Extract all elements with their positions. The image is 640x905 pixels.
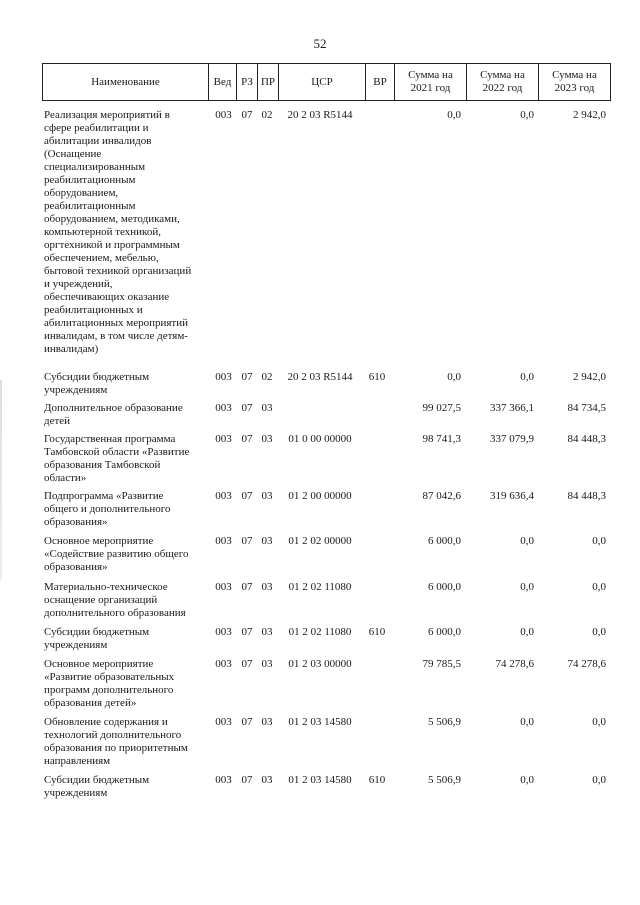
row-name: Субсидии бюджетным учреждениям [44, 626, 150, 651]
row-rz: 07 [241, 626, 253, 638]
row-vr: 610 [368, 774, 386, 786]
row-vr: 610 [368, 626, 386, 638]
row-sum-2021: 6 000,0 [428, 626, 461, 638]
row-csr: 20 2 03 R5144 [287, 371, 353, 383]
row-sum-2023: 84 448,3 [567, 490, 606, 502]
row-rz: 07 [241, 402, 253, 414]
row-pr: 02 [261, 109, 273, 121]
row-sum-2023: 0,0 [592, 626, 606, 638]
row-name: Государственная программа Тамбовской области «Развитие образования Тамбовской области» [44, 433, 190, 484]
row-rz: 07 [241, 535, 253, 547]
row-sum-2022: 0,0 [520, 581, 534, 593]
row-csr: 01 2 02 11080 [288, 626, 352, 638]
row-ved: 003 [215, 774, 232, 786]
row-csr: 01 2 00 00000 [288, 490, 352, 502]
table-header [42, 63, 611, 101]
row-csr: 01 2 03 14580 [288, 716, 352, 728]
row-pr: 03 [261, 490, 273, 502]
row-ved: 003 [215, 402, 232, 414]
row-sum-2023: 2 942,0 [573, 371, 606, 383]
row-ved: 003 [215, 658, 232, 670]
row-sum-2023: 0,0 [592, 716, 606, 728]
column-header-sum-2022: Сумма на 2022 год [467, 64, 539, 101]
row-name: Основное мероприятие «Развитие образовательных программ дополнительного образования детей» [44, 658, 175, 709]
row-csr: 01 2 02 11080 [288, 581, 352, 593]
row-sum-2021: 5 506,9 [428, 774, 461, 786]
row-rz: 07 [241, 490, 253, 502]
row-sum-2021: 98 741,3 [422, 433, 461, 445]
row-csr: 20 2 03 R5144 [287, 109, 353, 121]
column-header-csr: ЦСР [279, 64, 366, 101]
row-pr: 03 [261, 774, 273, 786]
row-rz: 07 [241, 658, 253, 670]
row-sum-2022: 319 636,4 [490, 490, 534, 502]
row-pr: 03 [261, 626, 273, 638]
row-sum-2022: 74 278,6 [495, 658, 534, 670]
row-csr: 01 2 03 14580 [288, 774, 352, 786]
row-rz: 07 [241, 581, 253, 593]
row-sum-2021: 6 000,0 [428, 535, 461, 547]
column-header-sum-2023: Сумма на 2023 год [539, 64, 611, 101]
row-sum-2023: 2 942,0 [573, 109, 606, 121]
row-ved: 003 [215, 535, 232, 547]
row-name: Обновление содержания и технологий дополнительного образования по приоритетным направлениям [44, 716, 188, 767]
row-sum-2021: 99 027,5 [422, 402, 461, 414]
row-ved: 003 [215, 371, 232, 383]
row-sum-2023: 0,0 [592, 581, 606, 593]
row-rz: 07 [241, 774, 253, 786]
row-name: Субсидии бюджетным учреждениям [44, 371, 150, 396]
row-pr: 03 [261, 433, 273, 445]
row-sum-2022: 0,0 [520, 371, 534, 383]
row-name: Реализация мероприятий в сфере реабилитации и абилитации инвалидов (Оснащение специализированным реабилитационным оборудованием, реабилитационным оборудованием, методиками, компьютерной техникой, оргтехникой и программным обеспечением, мебелью, бытовой техникой организаций и учреждений, обеспечивающих оказание реабилитационных и абилитационных мероприятий инвалидам, в том числе детям- инвалидам) [44, 109, 192, 355]
row-vr: 610 [368, 371, 386, 383]
row-sum-2023: 0,0 [592, 535, 606, 547]
row-csr: 01 2 02 00000 [288, 535, 352, 547]
row-csr: 01 0 00 00000 [288, 433, 352, 445]
row-ved: 003 [215, 490, 232, 502]
row-sum-2022: 337 366,1 [490, 402, 534, 414]
row-rz: 07 [241, 716, 253, 728]
column-header-name: Наименование [43, 64, 209, 101]
row-ved: 003 [215, 716, 232, 728]
row-name: Материально-техническое оснащение организаций дополнительного образования [44, 581, 186, 619]
row-ved: 003 [215, 109, 232, 121]
row-rz: 07 [241, 109, 253, 121]
row-sum-2022: 0,0 [520, 535, 534, 547]
row-name: Субсидии бюджетным учреждениям [44, 774, 150, 799]
row-sum-2023: 84 448,3 [567, 433, 606, 445]
row-sum-2022: 0,0 [520, 716, 534, 728]
row-ved: 003 [215, 626, 232, 638]
row-pr: 03 [261, 535, 273, 547]
page-number: 52 [313, 36, 327, 51]
scan-edge-mark [0, 380, 2, 580]
row-pr: 03 [261, 658, 273, 670]
row-sum-2022: 337 079,9 [490, 433, 534, 445]
row-sum-2022: 0,0 [520, 109, 534, 121]
row-sum-2021: 0,0 [447, 109, 461, 121]
row-sum-2021: 0,0 [447, 371, 461, 383]
row-csr: 01 2 03 00000 [288, 658, 352, 670]
column-header-rz: РЗ [237, 64, 258, 101]
row-name: Дополнительное образование детей [44, 402, 183, 427]
row-sum-2022: 0,0 [520, 626, 534, 638]
row-pr: 03 [261, 402, 273, 414]
column-header-ved: Вед [209, 64, 237, 101]
row-ved: 003 [215, 433, 232, 445]
row-sum-2021: 87 042,6 [422, 490, 461, 502]
row-sum-2023: 84 734,5 [567, 402, 606, 414]
row-sum-2021: 5 506,9 [428, 716, 461, 728]
row-pr: 03 [261, 581, 273, 593]
row-name: Основное мероприятие «Содействие развитию общего образования» [44, 535, 189, 573]
row-sum-2023: 0,0 [592, 774, 606, 786]
row-pr: 02 [261, 371, 273, 383]
column-header-vr: ВР [366, 64, 395, 101]
column-header-sum-2021: Сумма на 2021 год [395, 64, 467, 101]
row-rz: 07 [241, 433, 253, 445]
row-ved: 003 [215, 581, 232, 593]
row-sum-2021: 79 785,5 [422, 658, 461, 670]
row-rz: 07 [241, 371, 253, 383]
row-pr: 03 [261, 716, 273, 728]
row-sum-2022: 0,0 [520, 774, 534, 786]
row-name: Подпрограмма «Развитие общего и дополнительного образования» [44, 490, 171, 528]
column-header-pr: ПР [258, 64, 279, 101]
row-sum-2023: 74 278,6 [567, 658, 606, 670]
row-sum-2021: 6 000,0 [428, 581, 461, 593]
